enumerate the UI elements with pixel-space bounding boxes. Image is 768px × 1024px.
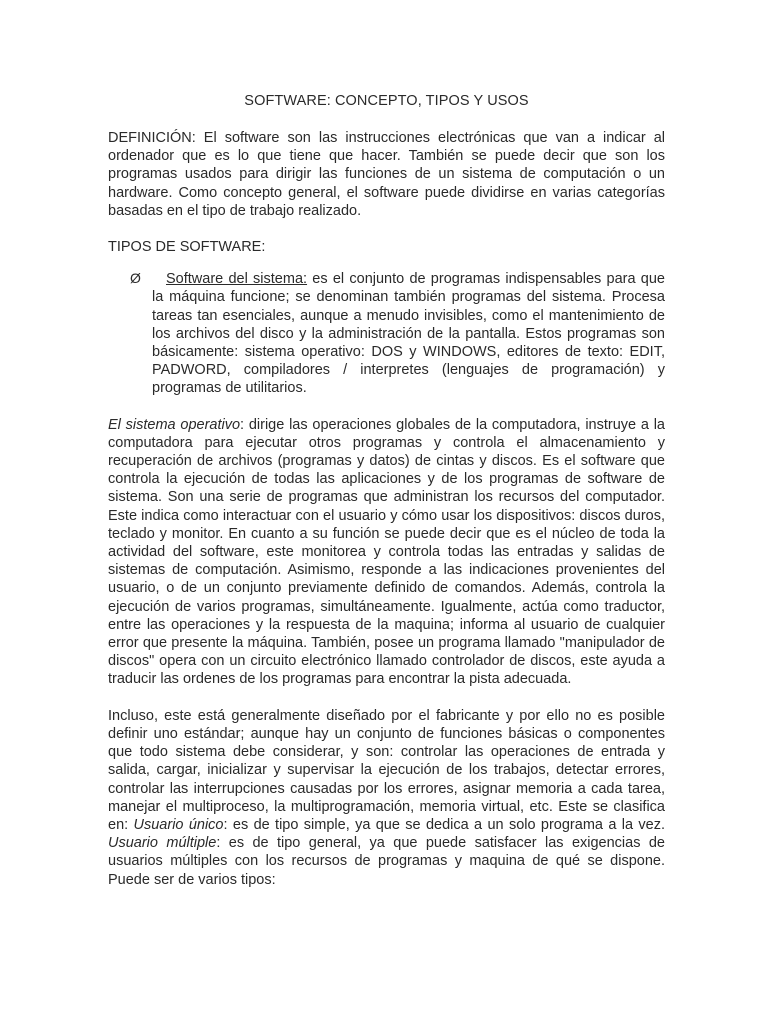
- multi-user-term: Usuario múltiple: [108, 835, 217, 852]
- os-text: : dirige las operaciones globales de la computadora, instruye a la computadora para ejecutar otros programas y controla el almacenamiento y recuperación de archivos (programas y datos) de cintas y discos. Es el software que controla la ejecución de todas las aplicaciones y de los programas de software de sistema. Son una serie de programas que administran los recursos del computador. Este indica como interactuar con el usuario y cómo usar los dispositivos: discos duros, teclado y monitor. En cuanto a su función se puede decir que es el núcleo de toda la actividad del software, este monitorea y controla todas las entradas y salidas de sistemas de computación. Asimismo, responde a las indicaciones provenientes del usuario, o de un conjunto previamente definido de comandos. Además, controla la ejecución de varios programas, simultáneamente. Igualmente, actúa como traductor, entre las operaciones y la respuesta de la maquina; informa al usuario de cualquier error que presente la máquina. También, posee un programa llamado "manipulador de discos" opera con un circuito electrónico llamado controlador de discos, este ayuda a traducir las ordenes de los programas para encontrar la pista adecuada.: [108, 416, 665, 688]
- single-user-term: Usuario único: [133, 816, 224, 833]
- os-term: El sistema operativo: [108, 416, 241, 433]
- bullet-paragraph: [152, 270, 665, 397]
- types-heading: TIPOS DE SOFTWARE:: [108, 239, 266, 256]
- final-paragraph: [108, 707, 665, 889]
- bullet-term: Software del sistema:: [166, 271, 308, 288]
- bullet-text: es el conjunto de programas indispensables para que la máquina funcione; se denominan también programas del sistema. Procesa tareas tan esenciales, aunque a menudo invisibles, como el mantenimiento de los archivos del disco y la administración de la pantalla. Estos programas son básicamente: sistema operativo: DOS y WINDOWS, editores de texto: EDIT, PADWORD, compiladores / interpretes (lenguajes de programación) y programas de utilitarios.: [152, 271, 665, 397]
- os-paragraph: [108, 416, 665, 689]
- final-part-3: : es de tipo general, ya que puede satisfacer las exigencias de usuarios múltiples con los recursos de programas y maquina de qué se dispone. Puede ser de varios tipos:: [108, 835, 665, 888]
- bullet-item-system-software: [108, 270, 665, 397]
- definition-paragraph: DEFINICIÓN: El software son las instrucciones electrónicas que van a indicar al ordenador que es lo que tiene que hacer. También se puede decir que son los programas usados para dirigir las funciones de un sistema de computación o un hardware. Como concepto general, el software puede dividirse en varias categorías basadas en el tipo de trabajo realizado.: [108, 130, 665, 219]
- final-part-2: : es de tipo simple, ya que se dedica a un solo programa a la vez.: [223, 816, 665, 833]
- page-title: SOFTWARE: CONCEPTO, TIPOS Y USOS: [244, 93, 529, 109]
- bullet-marker: Ø: [130, 270, 141, 287]
- final-part-1: Incluso, este está generalmente diseñado por el fabricante y por ello no es posible definir uno estándar; aunque hay un conjunto de funciones básicas o componentes que todo sistema debe considerar, y son: controlar las operaciones de entrada y salida, cargar, inicializar y supervisar la ejecución de los trabajos, detectar errores, controlar las interrupciones causadas por los errores, asignar memoria a cada tarea, manejar el multiproceso, la multiprogramación, memoria virtual, etc. Este se clasifica en:: [108, 707, 665, 833]
